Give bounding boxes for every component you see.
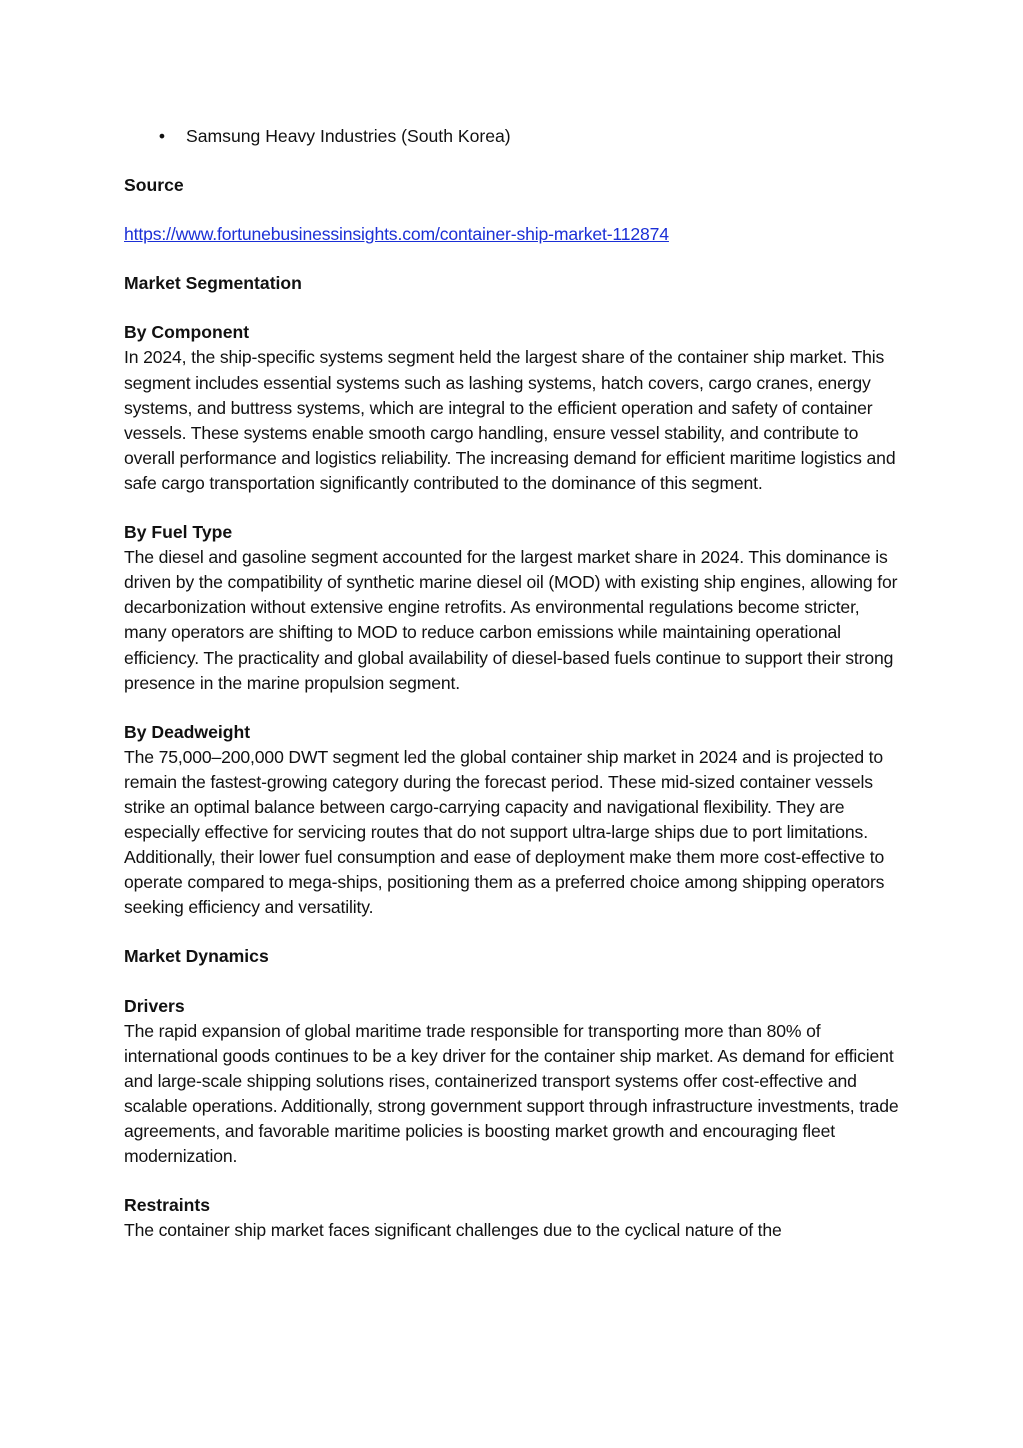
list-item-text: Samsung Heavy Industries (South Korea) [186, 126, 511, 146]
by-component-paragraph: In 2024, the ship-specific systems segment held the largest share of the container ship market. This segment includes essential systems such as lashing systems, hatch covers, cargo cranes, energy systems, and buttress systems, which are integral to the efficient operation and safety of container vessels. These systems enable smooth cargo handling, ensure vessel stability, and contribute to overall performance and logistics reliability. The increasing demand for efficient maritime logistics and safe cargo transportation significantly contributed to the dominance of this segment. [124, 347, 896, 493]
drivers-heading: Drivers [124, 995, 185, 1016]
source-heading: Source [124, 175, 184, 196]
source-link[interactable]: https://www.fortunebusinessinsights.com/container-ship-market-112874 [124, 224, 669, 245]
by-fuel-type-heading: By Fuel Type [124, 522, 233, 543]
market-dynamics-heading: Market Dynamics [124, 946, 269, 967]
drivers-paragraph: The rapid expansion of global maritime trade responsible for transporting more than 80% of international goods continues to be a key driver for the container ship market. As demand for efficient and large-scale shipping solutions rises, containerized transport systems offer cost-effective and scalable operations. Additionally, strong government support through infrastructure investments, trade agreements, and favorable maritime policies is boosting market growth and encouraging fleet modernization. [124, 1020, 899, 1167]
bullet-icon: • [158, 126, 166, 146]
by-fuel-type-paragraph: The diesel and gasoline segment accounted for the largest market share in 2024. This dominance is driven by the compatibility of synthetic marine diesel oil (MOD) with existing ship engines, allowing for decarbonization without extensive engine retrofits. As environmental regulations become stricter, many operators are shifting to MOD to reduce carbon emissions while maintaining operational efficiency. The practicality and global availability of diesel-based fuels continue to support their strong presence in the marine propulsion segment. [124, 547, 898, 693]
source-link-row [124, 222, 900, 247]
by-component-heading: By Component [124, 322, 250, 343]
restraints-paragraph: The container ship market faces significant challenges due to the cyclical nature of the [124, 1220, 782, 1241]
list-item [124, 124, 900, 149]
market-segmentation-heading: Market Segmentation [124, 273, 302, 294]
by-deadweight-heading: By Deadweight [124, 721, 251, 742]
by-deadweight-paragraph: The 75,000–200,000 DWT segment led the global container ship market in 2024 and is projected to remain the fastest-growing category during the forecast period. These mid-sized container vessels strike an optimal balance between cargo-carrying capacity and navigational flexibility. They are especially effective for servicing routes that do not support ultra-large ships due to port limitations. Additionally, their lower fuel consumption and ease of deployment make them more cost-effective to operate compared to mega-ships, positioning them as a preferred choice among shipping operators seeking efficiency and versatility. [124, 746, 885, 918]
document-body [124, 124, 900, 1243]
restraints-heading: Restraints [124, 1195, 211, 1216]
